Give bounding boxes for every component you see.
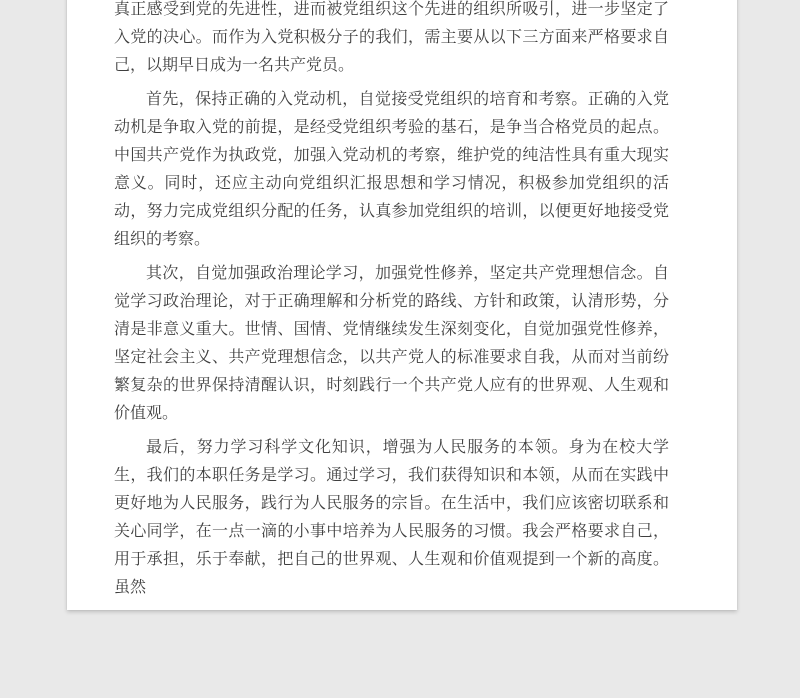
paragraph: 其次，自觉加强政治理论学习，加强党性修养，坚定共产党理想信念。自觉学习政治理论，对于正确理解和分析党的路线、方针和政策，认清形势，分清是非意义重大。世情、国情、党情继续发生深刻变化，自觉加强党性修养，坚定社会主义、共产党理想信念，以共产党人的标准要求自我，从而对当前纷繁复杂的世界保持清醒认识，时刻践行一个共产党人应有的世界观、人生观和价值观。 — [114, 265, 669, 422]
document-text-area — [67, 0, 737, 610]
paragraph: 首先，保持正确的入党动机，自觉接受党组织的培育和考察。正确的入党动机是争取入党的前提，是经受党组织考验的基石，是争当合格党员的起点。中国共产党作为执政党，加强入党动机的考察，维护党的纯洁性具有重大现实意义。同时，还应主动向党组织汇报思想和学习情况，积极参加党组织的活动，努力完成党组织分配的任务，认真参加党组织的培训，以便更好地接受党组织的考察。 — [114, 91, 669, 248]
paragraph: 最后，努力学习科学文化知识，增强为人民服务的本领。身为在校大学生，我们的本职任务是学习。通过学习，我们获得知识和本领，从而在实践中更好地为人民服务，践行为人民服务的宗旨。在生活中，我们应该密切联系和关心同学，在一点一滴的小事中培养为人民服务的习惯。我会严格要求自己，用于承担，乐于奉献，把自己的世界观、人生观和价值观提到一个新的高度。虽然 — [114, 439, 669, 596]
paragraph: 真正感受到党的先进性，进而被党组织这个先进的组织所吸引，进一步坚定了入党的决心。而作为入党积极分子的我们，需主要从以下三方面来严格要求自己，以期早日成为一名共产党员。 — [114, 1, 669, 74]
document-page — [67, 0, 737, 610]
